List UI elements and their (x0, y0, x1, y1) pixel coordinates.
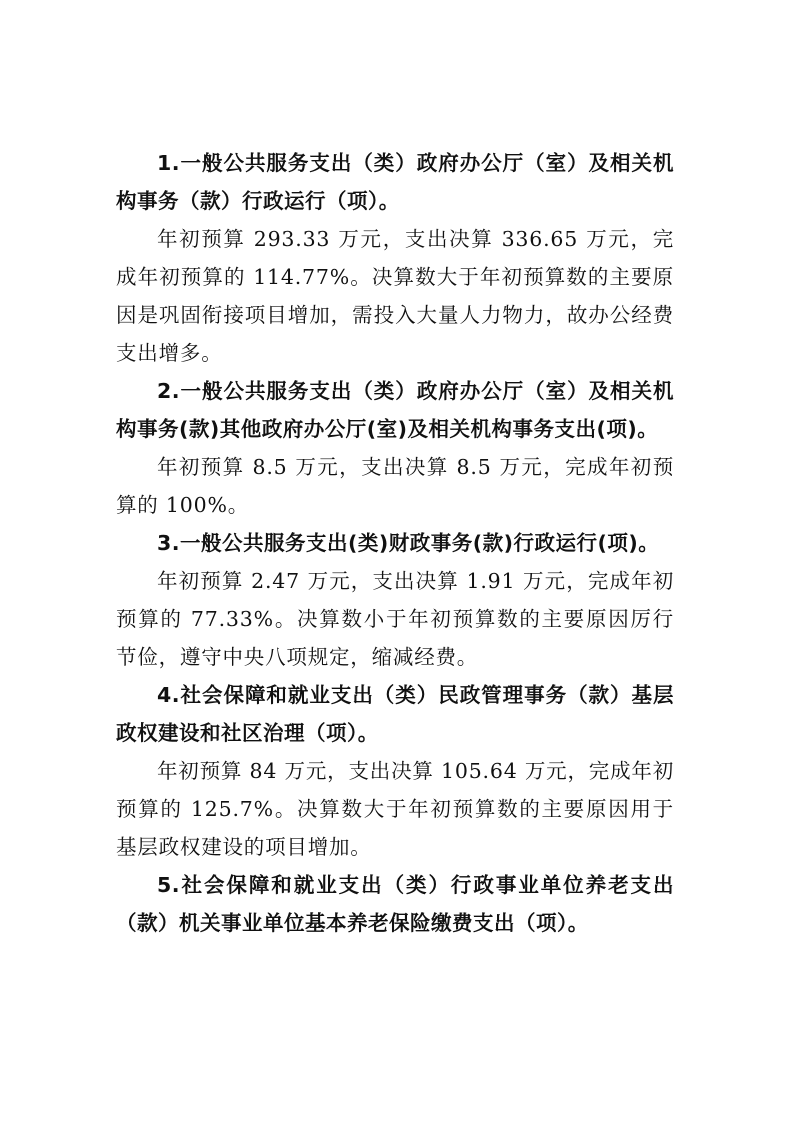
document-body (116, 144, 674, 942)
section-1-heading: 1.一般公共服务支出（类）政府办公厅（室）及相关机构事务（款）行政运行（项）。 (116, 151, 674, 213)
section-3-body: 年初预算 2.47 万元，支出决算 1.91 万元，完成年初预算的 77.33%。决算数小于年初预算数的主要原因厉行节俭，遵守中央八项规定，缩减经费。 (116, 569, 674, 669)
section-4-heading: 4.社会保障和就业支出（类）民政管理事务（款）基层政权建设和社区治理（项）。 (116, 683, 674, 745)
section-1-body: 年初预算 293.33 万元，支出决算 336.65 万元，完成年初预算的 114.77%。决算数大于年初预算数的主要原因是巩固衔接项目增加，需投入大量人力物力，故办公经费支出增多。 (116, 227, 674, 365)
section-2-heading: 2.一般公共服务支出（类）政府办公厅（室）及相关机构事务(款)其他政府办公厅(室)及相关机构事务支出(项)。 (116, 379, 674, 441)
section-4-body: 年初预算 84 万元，支出决算 105.64 万元，完成年初预算的 125.7%。决算数大于年初预算数的主要原因用于基层政权建设的项目增加。 (116, 759, 674, 859)
section-2-body: 年初预算 8.5 万元，支出决算 8.5 万元，完成年初预算的 100%。 (116, 455, 674, 517)
section-5-heading: 5.社会保障和就业支出（类）行政事业单位养老支出（款）机关事业单位基本养老保险缴费支出（项）。 (116, 873, 674, 935)
section-3-heading: 3.一般公共服务支出(类)财政事务(款)行政运行(项)。 (157, 531, 660, 555)
